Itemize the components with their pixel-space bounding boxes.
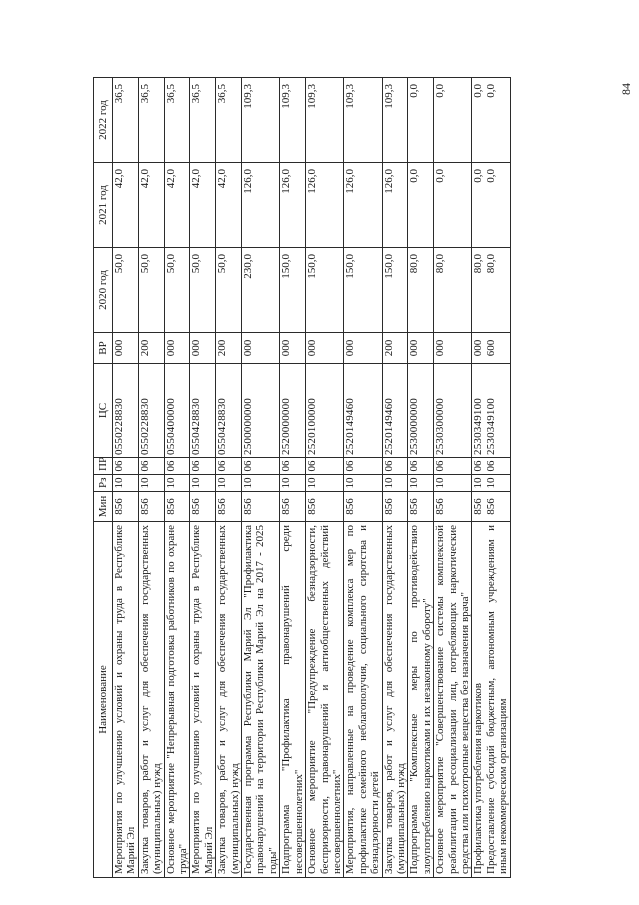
header-cs: ЦС bbox=[94, 364, 113, 458]
row-vr: 000 bbox=[408, 333, 434, 364]
header-2020: 2020 год bbox=[94, 248, 113, 333]
row-2020: 80,0 80,0 bbox=[472, 248, 510, 333]
row-cs: 2530349100 2530349100 bbox=[472, 364, 510, 458]
row-y2022: 36,5 bbox=[190, 78, 216, 163]
rotated-page-content bbox=[93, 78, 613, 878]
table-row bbox=[216, 78, 242, 878]
row-y2022: 109,3 bbox=[344, 78, 382, 163]
header-2021: 2021 год bbox=[94, 163, 113, 248]
row-cs: 0550228830 bbox=[138, 364, 164, 458]
row-name: Профилактика употребления наркотиков Предоставление субсидий бюджетным, автономным учреждениям и иным некоммерческим организациям bbox=[472, 522, 510, 878]
row-name: Закупка товаров, работ и услуг для обеспечения государственных (муниципальных) нужд bbox=[138, 522, 164, 878]
row-y2021: 126,0 bbox=[382, 163, 408, 248]
row-name: Государственная программа Республики Марий Эл "Профилактика правонарушений на территории Республики Марий Эл на 2017 - 2025 годы" bbox=[242, 522, 280, 878]
row-rz: 10 10 bbox=[472, 475, 510, 492]
row-min: 856 bbox=[280, 492, 306, 522]
row-y2020: 150,0 bbox=[306, 248, 344, 333]
table-row bbox=[408, 78, 434, 878]
row-min: 856 bbox=[190, 492, 216, 522]
row-y2021: 126,0 bbox=[344, 163, 382, 248]
row-rz: 10 bbox=[382, 475, 408, 492]
table-header-row bbox=[94, 78, 113, 878]
row-vr: 000 bbox=[190, 333, 216, 364]
table-row bbox=[344, 78, 382, 878]
row-cs: 0550428830 bbox=[190, 364, 216, 458]
row-min: 856 bbox=[113, 492, 139, 522]
row-name: Закупка товаров, работ и услуг для обеспечения государственных (муниципальных) нужд bbox=[382, 522, 408, 878]
row-pr: 06 bbox=[306, 458, 344, 475]
row-y2021: 126,0 bbox=[306, 163, 344, 248]
row-y2020: 50,0 bbox=[164, 248, 190, 333]
table-body bbox=[113, 78, 472, 878]
row-cs: 0550428830 bbox=[216, 364, 242, 458]
row-2021: 0,0 0,0 bbox=[472, 163, 510, 248]
row-rz: 10 bbox=[280, 475, 306, 492]
row-vr: 000 bbox=[164, 333, 190, 364]
row-min: 856 bbox=[382, 492, 408, 522]
header-2022: 2022 год bbox=[94, 78, 113, 163]
row-pr: 06 bbox=[138, 458, 164, 475]
row-cs: 2520100000 bbox=[306, 364, 344, 458]
row-min: 856 bbox=[306, 492, 344, 522]
table-row bbox=[138, 78, 164, 878]
table-row bbox=[472, 78, 510, 878]
row-y2022: 0,0 bbox=[408, 78, 434, 163]
row-vr: 200 bbox=[216, 333, 242, 364]
row-cs: 2500000000 bbox=[242, 364, 280, 458]
row-name: Основное мероприятие "Совершенствование системы комплексной реабилитации и ресоциализации лиц, потребляющих наркотические средства или психотропные вещества без назначения врача" bbox=[434, 522, 472, 878]
row-y2020: 50,0 bbox=[138, 248, 164, 333]
row-cs: 2520000000 bbox=[280, 364, 306, 458]
row-name: Основное мероприятие "Предупреждение безнадзорности, беспризорности, правонарушений и антиобщественных действий несовершеннолетних" bbox=[306, 522, 344, 878]
row-pr: 06 bbox=[216, 458, 242, 475]
header-min: Мин bbox=[94, 492, 113, 522]
row-y2021: 126,0 bbox=[280, 163, 306, 248]
header-rz: Рз bbox=[94, 475, 113, 492]
row-y2022: 109,3 bbox=[382, 78, 408, 163]
row-name: Подпрограмма "Профилактика правонарушений среди несовершеннолетних" bbox=[280, 522, 306, 878]
row-y2022: 109,3 bbox=[280, 78, 306, 163]
row-y2020: 50,0 bbox=[190, 248, 216, 333]
row-rz: 10 bbox=[164, 475, 190, 492]
row-pr: 06 bbox=[344, 458, 382, 475]
row-cs: 2530300000 bbox=[434, 364, 472, 458]
row-vr: 000 bbox=[306, 333, 344, 364]
row-cs: 2520149460 bbox=[344, 364, 382, 458]
row-y2022: 36,5 bbox=[164, 78, 190, 163]
row-cs: 2520149460 bbox=[382, 364, 408, 458]
row-vr: 000 bbox=[280, 333, 306, 364]
row-name: Мероприятия, направленные на проведение комплекса мер по профилактике семейного неблагополучия, социального сиротства и безнадзорности детей bbox=[344, 522, 382, 878]
row-y2022: 109,3 bbox=[242, 78, 280, 163]
row-y2020: 150,0 bbox=[382, 248, 408, 333]
row-name: Мероприятия по улучшению условий и охраны труда в Республике Марий Эл bbox=[113, 522, 139, 878]
row-rz: 10 bbox=[242, 475, 280, 492]
row-y2021: 42,0 bbox=[190, 163, 216, 248]
table-row bbox=[280, 78, 306, 878]
table-row bbox=[382, 78, 408, 878]
row-min: 856 856 bbox=[472, 492, 510, 522]
row-y2020: 50,0 bbox=[216, 248, 242, 333]
row-min: 856 bbox=[216, 492, 242, 522]
table-body-last bbox=[472, 78, 510, 878]
row-rz: 10 bbox=[306, 475, 344, 492]
row-min: 856 bbox=[138, 492, 164, 522]
row-rz: 10 bbox=[344, 475, 382, 492]
row-pr: 06 06 bbox=[472, 458, 510, 475]
row-pr: 06 bbox=[190, 458, 216, 475]
row-rz: 10 bbox=[138, 475, 164, 492]
table-row bbox=[164, 78, 190, 878]
row-y2021: 0,0 bbox=[408, 163, 434, 248]
table-row bbox=[113, 78, 139, 878]
row-y2020: 80,0 bbox=[408, 248, 434, 333]
row-y2021: 42,0 bbox=[164, 163, 190, 248]
row-y2022: 36,5 bbox=[138, 78, 164, 163]
row-y2022: 36,5 bbox=[216, 78, 242, 163]
row-rz: 10 bbox=[434, 475, 472, 492]
table-row bbox=[434, 78, 472, 878]
budget-table bbox=[93, 77, 511, 878]
row-y2020: 80,0 bbox=[434, 248, 472, 333]
row-min: 856 bbox=[344, 492, 382, 522]
row-min: 856 bbox=[242, 492, 280, 522]
row-vr: 000 600 bbox=[472, 333, 510, 364]
row-y2021: 0,0 bbox=[434, 163, 472, 248]
row-pr: 06 bbox=[408, 458, 434, 475]
row-cs: 0550400000 bbox=[164, 364, 190, 458]
row-pr: 06 bbox=[434, 458, 472, 475]
table-row bbox=[242, 78, 280, 878]
row-pr: 06 bbox=[280, 458, 306, 475]
row-rz: 10 bbox=[216, 475, 242, 492]
row-y2020: 230,0 bbox=[242, 248, 280, 333]
row-vr: 000 bbox=[242, 333, 280, 364]
row-pr: 06 bbox=[164, 458, 190, 475]
row-min: 856 bbox=[434, 492, 472, 522]
header-vr: ВР bbox=[94, 333, 113, 364]
row-pr: 06 bbox=[113, 458, 139, 475]
row-y2020: 150,0 bbox=[280, 248, 306, 333]
row-cs: 2530000000 bbox=[408, 364, 434, 458]
row-min: 856 bbox=[164, 492, 190, 522]
row-y2020: 50,0 bbox=[113, 248, 139, 333]
row-y2021: 42,0 bbox=[138, 163, 164, 248]
row-vr: 200 bbox=[138, 333, 164, 364]
row-rz: 10 bbox=[113, 475, 139, 492]
row-vr: 200 bbox=[382, 333, 408, 364]
row-y2021: 42,0 bbox=[113, 163, 139, 248]
row-y2020: 150,0 bbox=[344, 248, 382, 333]
header-name: Наименование bbox=[94, 522, 113, 878]
row-rz: 10 bbox=[408, 475, 434, 492]
row-y2021: 42,0 bbox=[216, 163, 242, 248]
row-cs: 0550228830 bbox=[113, 364, 139, 458]
page-number: 84 bbox=[619, 83, 633, 95]
row-name: Закупка товаров, работ и услуг для обеспечения государственных (муниципальных) нужд bbox=[216, 522, 242, 878]
table-row bbox=[306, 78, 344, 878]
row-min: 856 bbox=[408, 492, 434, 522]
row-name: Мероприятия по улучшению условий и охраны труда в Республике Марий Эл bbox=[190, 522, 216, 878]
row-vr: 000 bbox=[434, 333, 472, 364]
row-y2022: 36,5 bbox=[113, 78, 139, 163]
header-pr: ПР bbox=[94, 458, 113, 475]
row-2022: 0,0 0,0 bbox=[472, 78, 510, 163]
row-pr: 06 bbox=[242, 458, 280, 475]
row-y2021: 126,0 bbox=[242, 163, 280, 248]
row-vr: 000 bbox=[344, 333, 382, 364]
row-rz: 10 bbox=[190, 475, 216, 492]
row-y2022: 0,0 bbox=[434, 78, 472, 163]
table-row bbox=[190, 78, 216, 878]
row-name: Подпрограмма "Комплексные меры по противодействию злоупотреблению наркотиками и их незаконному обороту" bbox=[408, 522, 434, 878]
row-pr: 06 bbox=[382, 458, 408, 475]
row-y2022: 109,3 bbox=[306, 78, 344, 163]
row-name: Основное мероприятие "Непрерывная подготовка работников по охране труда" bbox=[164, 522, 190, 878]
row-vr: 000 bbox=[113, 333, 139, 364]
